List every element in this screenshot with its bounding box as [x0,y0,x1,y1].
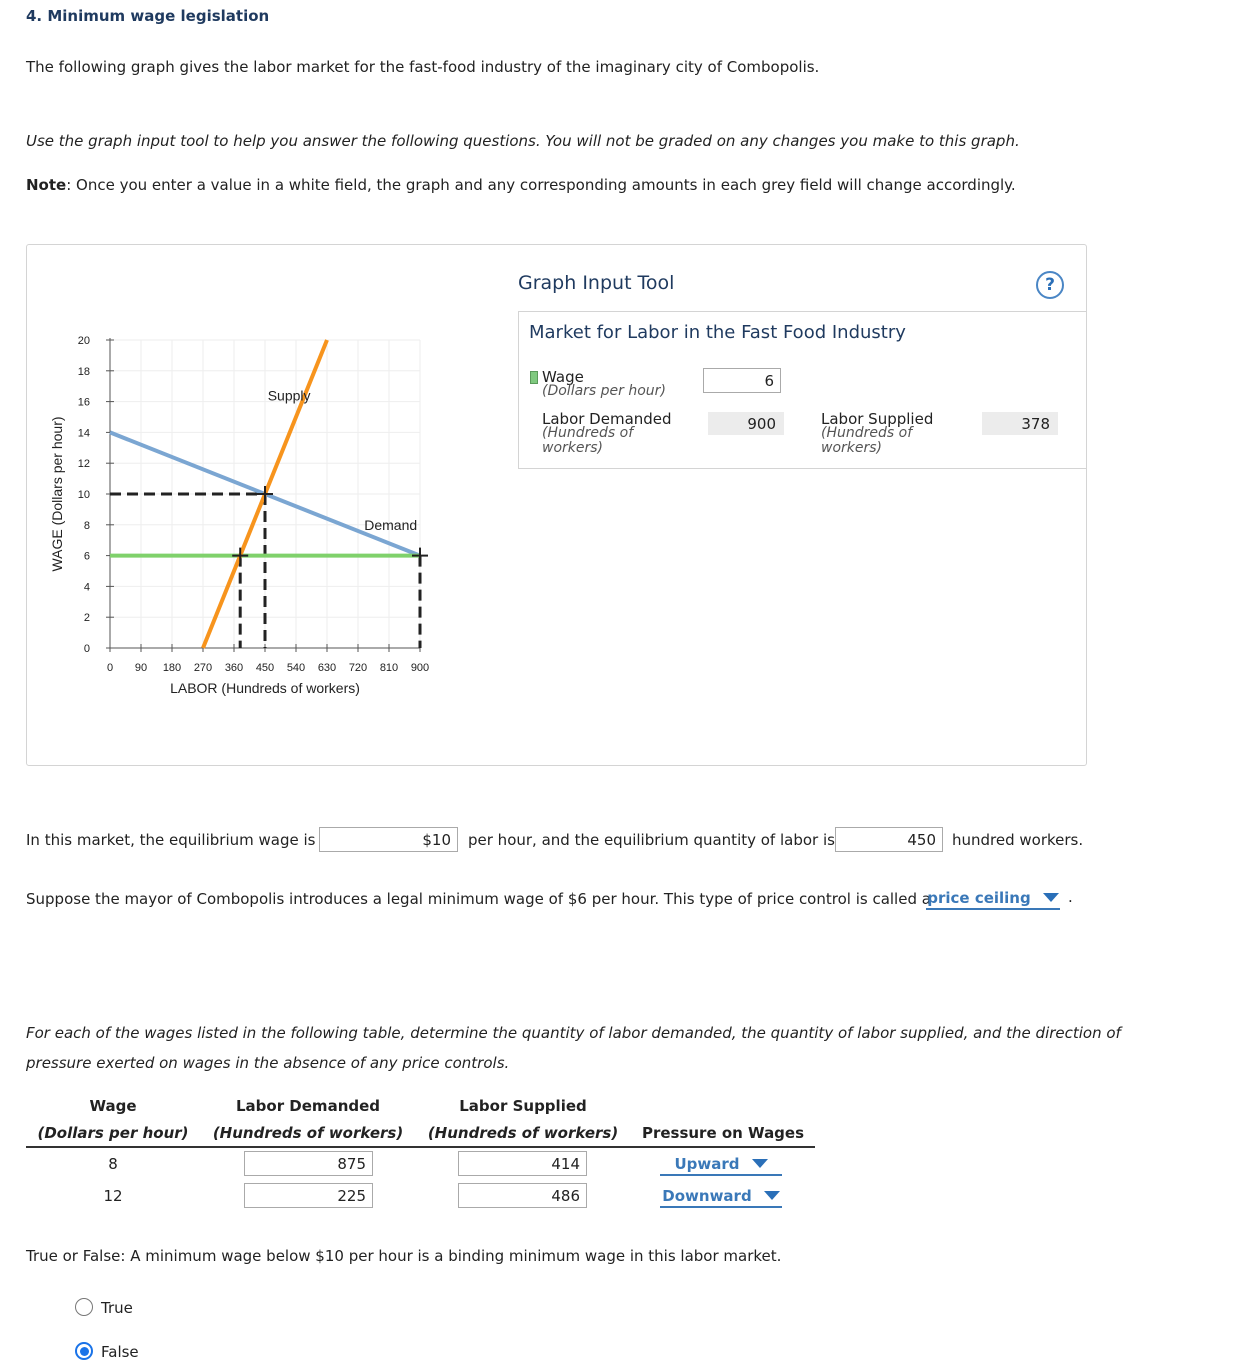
labor-supplied-units-1: (Hundreds of [821,425,913,441]
instructions-text: Use the graph input tool to help you answer the following questions. You will not be graded on any changes you make to this graph. [26,132,1020,150]
x-tick-label: 540 [286,662,306,674]
labor-demanded-label: Labor Demanded [542,410,672,428]
equilibrium-wage-input[interactable]: $10 [319,827,458,852]
wage-input[interactable]: 6 [703,368,781,393]
graph-tool-title: Graph Input Tool [518,272,675,294]
row1-wage: 8 [108,1155,118,1173]
min-wage-text: Suppose the mayor of Combopolis introduces a legal minimum wage of $6 per hour. This type of price control is called a [26,890,931,908]
labor-supplied-label: Labor Supplied [821,410,934,428]
y-tick-label: 4 [83,581,90,594]
x-tick-label: 90 [134,662,148,674]
row2-pressure-answer: Downward [662,1187,752,1205]
x-tick-label: 630 [317,662,337,674]
true-label: True [101,1299,133,1317]
row2-pressure-dropdown[interactable] [660,1187,782,1208]
header-labor-demanded-units: (Hundreds of workers) [212,1124,404,1142]
wage-label: Wage [542,368,584,386]
note-text [26,176,1016,194]
row1-labor-supplied-input[interactable]: 414 [458,1151,587,1176]
intro-text: The following graph gives the labor market for the fast-food industry of the imaginary city of Combopolis. [26,58,820,76]
row2-labor-supplied-input[interactable]: 486 [458,1183,587,1208]
y-tick-label: 14 [77,427,90,440]
table-header-rule [26,1146,815,1148]
y-tick-label: 20 [77,335,90,347]
header-labor-supplied: Labor Supplied [459,1097,587,1115]
header-labor-demanded: Labor Demanded [235,1097,381,1115]
x-tick-label: 720 [348,662,368,674]
y-tick-label: 0 [83,643,90,655]
tf-question: True or False: A minimum wage below $10 per hour is a binding minimum wage in this labor market. [26,1247,782,1265]
labor-market-graph[interactable] [40,325,460,705]
x-tick-label: 180 [162,662,182,674]
x-axis-label: LABOR (Hundreds of workers) [170,680,360,696]
price-control-dropdown[interactable] [926,889,1060,910]
wage-units: (Dollars per hour) [542,383,666,399]
equilibrium-quantity-input[interactable]: 450 [835,827,943,852]
question-title: 4. Minimum wage legislation [26,7,270,25]
row1-labor-demanded-input[interactable]: 875 [244,1151,373,1176]
labor-supplied-value: 378 [982,412,1058,435]
chevron-down-icon [1043,893,1059,902]
header-wage: Wage [89,1097,137,1115]
x-tick-label: 810 [379,662,399,674]
header-wage-units: (Dollars per hour) [37,1124,189,1142]
equilibrium-suffix: hundred workers. [952,831,1084,849]
y-axis-label: WAGE (Dollars per hour) [49,416,65,572]
supply-curve-label: Supply [267,387,311,404]
labor-supplied-units-2: workers) [821,440,883,456]
table-instructions-line1: For each of the wages listed in the following table, determine the quantity of labor demanded, the quantity of labor supplied, and the direction of [26,1024,1121,1042]
chevron-down-icon [764,1191,780,1200]
row2-wage: 12 [103,1187,123,1205]
market-title: Market for Labor in the Fast Food Industry [529,322,906,343]
table-instructions-line2: pressure exerted on wages in the absence of any price controls. [26,1054,510,1072]
row1-pressure-answer: Upward [674,1155,740,1173]
graph-ticks [78,335,429,674]
false-radio[interactable] [75,1342,93,1360]
labor-demanded-value: 900 [708,412,784,435]
price-control-answer: price ceiling [927,889,1031,907]
equilibrium-prefix: In this market, the equilibrium wage is [26,831,316,849]
row1-pressure-dropdown[interactable] [660,1155,782,1176]
header-labor-supplied-units: (Hundreds of workers) [427,1124,619,1142]
y-tick-label: 12 [77,458,90,471]
false-label: False [101,1343,139,1361]
header-pressure: Pressure on Wages [641,1124,805,1142]
row2-labor-demanded-input[interactable]: 225 [244,1183,373,1208]
y-tick-label: 8 [83,519,90,532]
note-body: : Once you enter a value in a white field, the graph and any corresponding amounts in each grey field will change accordingly. [66,176,1016,194]
labor-demanded-units-1: (Hundreds of [542,425,634,441]
min-wage-period: . [1068,888,1073,906]
y-tick-label: 6 [83,550,90,563]
note-label: Note [26,176,67,194]
labor-demanded-units-2: workers) [542,440,604,456]
x-tick-label: 450 [255,662,275,674]
equilibrium-middle: per hour, and the equilibrium quantity of labor is [468,831,835,849]
y-tick-label: 18 [77,365,90,378]
true-radio[interactable] [75,1298,93,1316]
wage-legend-swatch [530,371,538,384]
y-tick-label: 16 [77,396,90,409]
y-tick-label: 10 [77,489,90,501]
demand-curve-label: Demand [364,516,418,533]
x-tick-label: 360 [224,662,244,674]
y-tick-label: 2 [83,612,90,625]
help-icon[interactable]: ? [1036,271,1064,299]
x-tick-label: 270 [193,662,213,674]
x-tick-label: 900 [410,662,430,674]
x-tick-label: 0 [106,662,114,674]
chevron-down-icon [752,1159,768,1168]
